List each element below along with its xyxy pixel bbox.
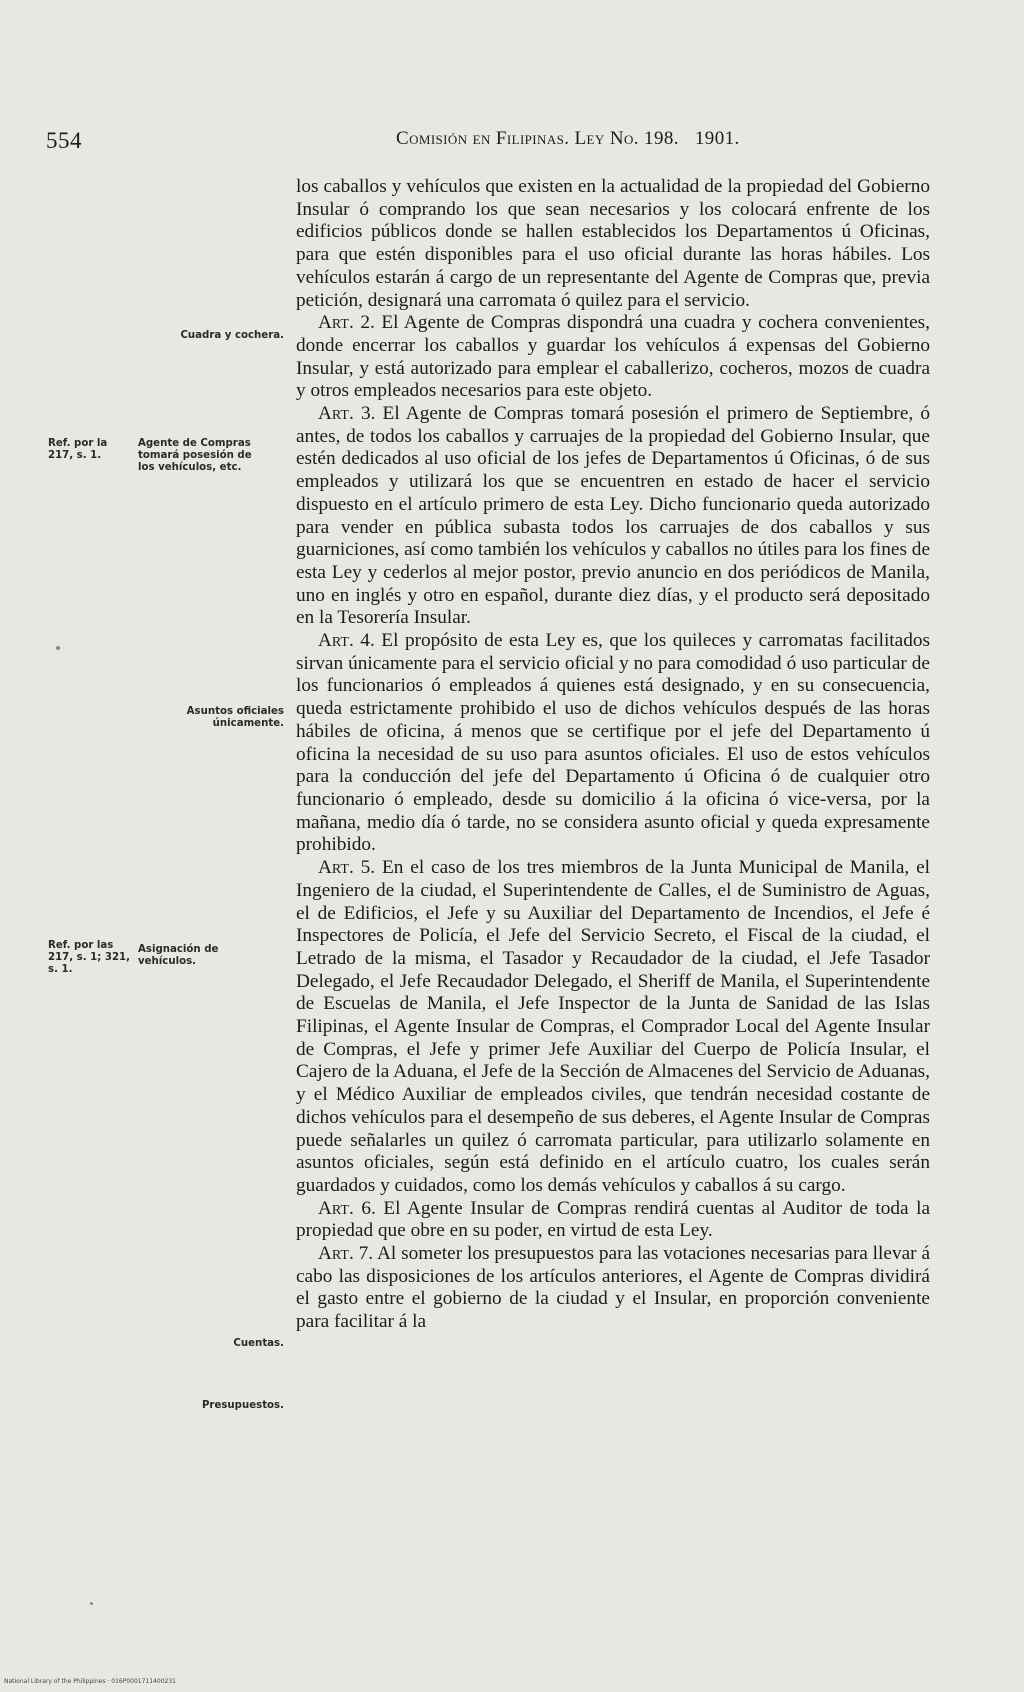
article-2-label: Art. 2. bbox=[318, 312, 375, 334]
article-7-text: Al someter los presupuestos para las votaciones necesarias para llevar á cabo las disposiciones de los artículos anteriores, el Agente de Compras dividirá el gasto entre el gobierno de la ciudad y el Insular, en proporción conveniente para facilitar á la bbox=[296, 1243, 931, 1333]
article-6 bbox=[296, 1198, 930, 1243]
article-5-label: Art. 5. bbox=[318, 857, 376, 879]
scan-speck bbox=[90, 1602, 93, 1605]
article-3-text: El Agente de Compras tomará posesión el primero de Septiembre, ó antes, de todos los caballos y carruajes de la propiedad del Gobierno Insular, que estén dedicados al uso oficial de los jefes de Departamentos ú Oficinas, ó de sus empleados y utilizará los que se encuentren en estado de hacer el servicio dispuesto en el artículo primero de esta Ley. Dicho funcionario queda autorizado para vender en pública subasta todos los carruajes de dos caballos y sus guarniciones, así como también los vehículos y caballos no útiles para los fines de esta Ley y cederlos al mejor postor, previo anuncio en dos periódicos de Manila, uno en inglés y otro en español, durante diez días, y el producto será depositado en la Tesorería Insular. bbox=[296, 403, 931, 629]
paragraph-continuation: los caballos y vehículos que existen en la actualidad de la propiedad del Gobierno Insular ó comprando los que sean necesarios y los colocará enfrente de los edificios públicos donde se hallen establecidos los Departamentos ú Oficinas, para que estén disponibles para el uso oficial durante las horas hábiles. Los vehículos estarán á cargo de un representante del Agente de Compras que, previa petición, designará una carromata ó quilez para el servicio. bbox=[296, 176, 930, 311]
article-6-text: El Agente Insular de Compras rendirá cuentas al Auditor de toda la propiedad que obre en su poder, en virtud de esta Ley. bbox=[296, 1197, 931, 1242]
article-6-label: Art. 6. bbox=[318, 1197, 376, 1219]
margin-note-asuntos: Asuntos oficiales únicamente. bbox=[186, 706, 284, 729]
article-4 bbox=[296, 630, 930, 857]
article-7-label: Art. 7. bbox=[318, 1243, 374, 1265]
main-body bbox=[296, 176, 930, 1334]
article-3 bbox=[296, 403, 930, 630]
article-4-label: Art. 4. bbox=[318, 630, 375, 652]
margin-note-asignacion: Asignación de vehículos. bbox=[138, 944, 219, 967]
article-3-label: Art. 3. bbox=[318, 403, 376, 425]
digitization-credit: National Library of the Philippines · 016P0001711400231 bbox=[4, 1678, 176, 1685]
article-7 bbox=[296, 1243, 930, 1334]
margin-note-cuentas: Cuentas. bbox=[233, 1338, 284, 1349]
page-number: 554 bbox=[46, 128, 82, 153]
article-2 bbox=[296, 312, 930, 403]
margin-note-cuadra: Cuadra y cochera. bbox=[180, 330, 284, 341]
scan-speck bbox=[56, 646, 60, 650]
margin-ref-1: Ref. por la 217, s. 1. bbox=[48, 438, 108, 461]
margin-ref-2: Ref. por las 217, s. 1; 321, s. 1. bbox=[48, 940, 131, 975]
running-head bbox=[396, 128, 916, 150]
article-5-text: En el caso de los tres miembros de la Junta Municipal de Manila, el Ingeniero de la ciudad, el Superintendente de Calles, el de Suministro de Aguas, el de Edificios, el Jefe y su Auxiliar del Departamento de Incendios, el Jefe é Inspectores de Policía, el Jefe del Servicio Secreto, el Fiscal de la ciudad, el Letrado de la misma, el Tasador y Recaudador de la ciudad, el Jefe Tasador Delegado, el Jefe Recaudador Delegado, el Sheriff de Manila, el Superintendente de Escuelas de Manila, el Jefe Inspector de la Junta de Sanidad de las Islas Filipinas, el Agente Insular de Compras, el Comprador Local del Agente Insular de Compras, el Jefe y primer Jefe Auxiliar del Cuerpo de Policía Insular, el Cajero de la Aduana, el Jefe de la Sección de Almacenes del Servicio de Aduanas, y el Médico Auxiliar de empleados civiles, que tendrán necesidad costante de dichos vehículos para el desempeño de sus deberes, el Agente Insular de Compras puede señalarles un quilez ó carromata particular, para utilizarlo solamente en asuntos oficiales, según está definido en el artículo cuatro, los cuales serán guardados y cuidados, como los demás vehículos y caballos á su cargo. bbox=[296, 857, 930, 1196]
article-2-text: El Agente de Compras dispondrá una cuadra y cochera convenientes, donde encerrar los caballos y guardar los vehículos á expensas del Gobierno Insular, y está autorizado para emplear el caballerizo, cocheros, mozos de cuadra y otros empleados necesarios para este objeto. bbox=[296, 312, 931, 402]
running-head-title: Comisión en Filipinas. Ley No. 198. bbox=[396, 128, 679, 149]
running-head-year: 1901. bbox=[694, 128, 740, 149]
margin-note-agente: Agente de Compras tomará posesión de los vehículos, etc. bbox=[138, 438, 252, 473]
article-5 bbox=[296, 857, 930, 1198]
margin-note-presupuestos: Presupuestos. bbox=[201, 1400, 284, 1411]
article-4-text: El propósito de esta Ley es, que los quileces y carromatas facilitados sirvan únicamente para el servicio oficial y no para comodidad ó uso particular de los funcionarios ó empleados á quienes está designado, y en su consecuencia, queda estrictamente prohibido el uso de dichos vehículos después de las horas hábiles de oficina, á menos que se certifique por el jefe del Departamento ú oficina la necesidad de su uso para asuntos oficiales. El uso de estos vehículos para la conducción del jefe del Departamento ú Oficina ó de cualquier otro funcionario ó empleado, desde su domicilio á la oficina ó vice-versa, por la mañana, medio día ó tarde, no se considera asunto oficial y queda expresamente prohibido. bbox=[296, 630, 931, 856]
